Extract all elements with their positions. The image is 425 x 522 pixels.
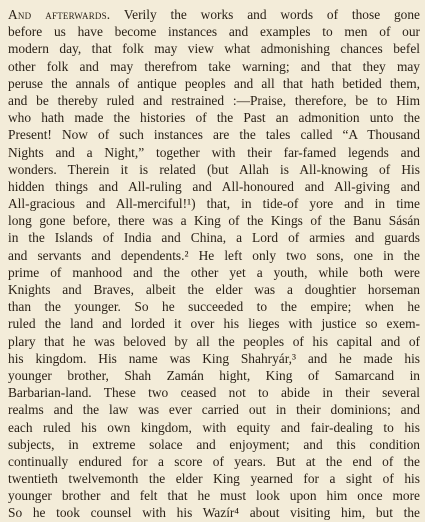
- text-line-11: hidden things and All-ruling and All-honoured and All-giving and: [8, 178, 420, 194]
- text-line-17: Knights and Braves, albeit the elder was a doughtier horseman: [8, 282, 420, 297]
- text-line-24: realms and the law was ever carried out in their dominions; and: [8, 402, 420, 418]
- text-line-25: each ruled his own kingdom, with equity and fair-dealing to his: [8, 419, 420, 435]
- text-line-16: prime of manhood and the other yet a youth, while both were: [8, 264, 420, 280]
- text-line-2: before us have become instances and examples to men of our: [8, 24, 420, 40]
- text-line-18: than the younger. So he succeeded to the empire; when he: [8, 299, 420, 315]
- text-line-13: long gone before, there was a King of the Kings of the Banu Sásán: [8, 213, 420, 229]
- opening-small-caps: And afterwards.: [8, 7, 111, 22]
- text-line-28: twentieth twelvemonth the elder King yearned for a sight of his: [8, 471, 420, 487]
- text-line-8: Present! Now of such instances are the tales called “A Thousand: [8, 127, 420, 143]
- text-line-12: All-gracious and All-merciful!¹) that, in tide-of yore and in time: [8, 196, 420, 212]
- text-line-6: and be thereby ruled and restrained :—Praise, therefore, be to Him: [8, 92, 420, 108]
- text-line-3: modern day, that folk may view what admonishing chances befel: [8, 41, 420, 57]
- line-1-text: Verily the works and words of those gone: [110, 7, 420, 22]
- text-line-14: in the Islands of India and China, a Lord of armies and guards: [8, 230, 420, 246]
- text-line-27: continually endured for a score of years. But at the end of the: [8, 453, 420, 469]
- text-line-9: Nights and a Night,” together with their far-famed legends and: [8, 144, 420, 160]
- text-line-4: other folk and may therefrom take warning; and that they may: [8, 58, 420, 74]
- text-line-15: and servants and dependents.² He left only two sons, one in the: [8, 247, 420, 263]
- text-line-5: peruse the annals of antique peoples and all that hath betided them,: [8, 75, 420, 91]
- text-line-21: his kingdom. His name was King Shahryár,³ and he made his: [8, 350, 420, 366]
- text-line-23: Barbarian-land. These two ceased not to abide in their several: [8, 385, 420, 401]
- text-line-1: [8, 6, 420, 23]
- text-line-10: wonders. Therein it is related (but Allah is All-knowing of His: [8, 161, 420, 177]
- body-text: [8, 6, 420, 522]
- text-line-19: ruled the land and lorded it over his lieges with justice so exem-: [8, 316, 420, 332]
- text-line-26: subjects, in extreme solace and enjoyment; and this condition: [8, 436, 420, 452]
- text-line-29: younger brother and felt that he must look upon him once more: [8, 488, 420, 504]
- text-line-7: who hath made the histories of the Past an admonition unto the: [8, 110, 420, 126]
- text-line-30: So he took counsel with his Wazír⁴ about visiting him, but the: [8, 505, 420, 521]
- text-line-20: plary that he was beloved by all the peoples of his capital and of: [8, 333, 420, 349]
- text-line-22: younger brother, Shah Zamán hight, King of Samarcand in: [8, 367, 420, 383]
